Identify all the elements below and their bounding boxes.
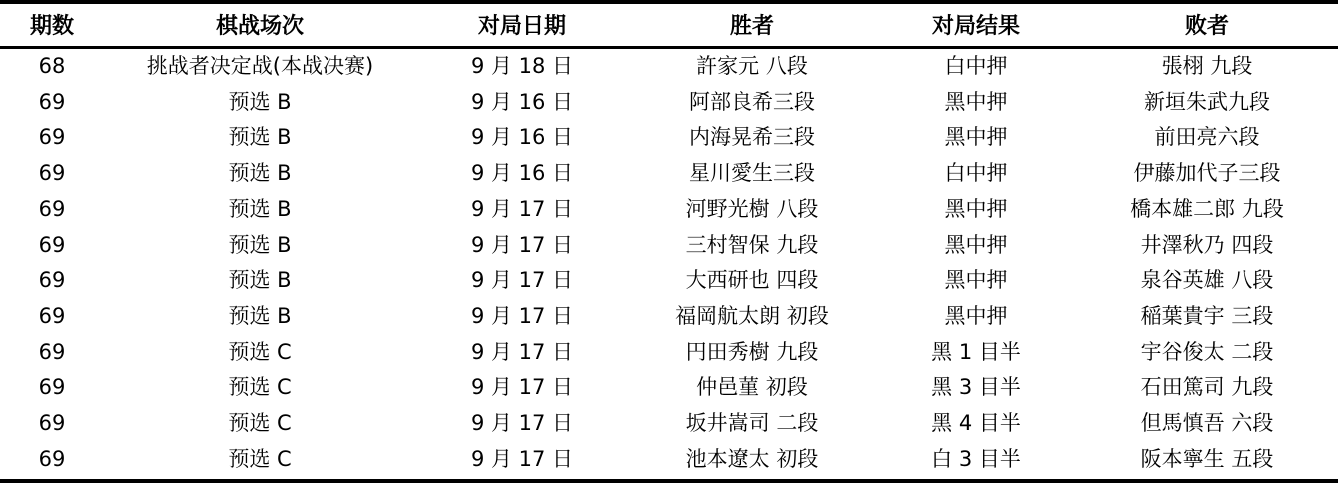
cell-loser: 新垣朱武九段 (1144, 89, 1270, 114)
cell-stage: 挑战者决定战(本战决赛) (146, 54, 374, 78)
cell-stage: 预选 B (228, 89, 292, 114)
cell-loser: 橋本雄二郎 九段 (1130, 196, 1284, 221)
cell-result: 黑中押 (944, 89, 1008, 114)
cell-winner: 坂井嵩司 二段 (685, 411, 819, 436)
cell-date: 9 月 17 日 (470, 375, 574, 400)
cell-winner: 円田秀樹 九段 (685, 339, 819, 364)
cell-date: 9 月 17 日 (470, 268, 574, 293)
cell-winner: 福岡航太朗 初段 (675, 304, 829, 329)
table-row (0, 228, 1338, 264)
table-row (0, 442, 1338, 481)
cell-period: 69 (38, 375, 66, 400)
table-row (0, 85, 1338, 121)
table-header-row (0, 2, 1338, 48)
column-header-date: 对局日期 (416, 2, 628, 48)
cell-period: 69 (38, 196, 66, 221)
table-row (0, 299, 1338, 335)
column-header-stage: 棋战场次 (104, 2, 416, 48)
cell-period: 68 (38, 54, 66, 78)
cell-result: 黑中押 (944, 268, 1008, 293)
table-row (0, 156, 1338, 192)
cell-date: 9 月 17 日 (470, 304, 574, 329)
cell-stage: 预选 B (228, 268, 292, 293)
cell-result: 黑中押 (944, 232, 1008, 257)
cell-loser: 石田篤司 九段 (1140, 375, 1274, 400)
cell-period: 69 (38, 339, 66, 364)
cell-result: 黑 1 目半 (931, 339, 1021, 364)
cell-stage: 预选 B (228, 232, 292, 257)
table-row (0, 263, 1338, 299)
column-header-result: 对局结果 (876, 2, 1076, 48)
cell-period: 69 (38, 161, 66, 186)
cell-winner: 池本遼太 初段 (628, 442, 876, 481)
cell-result: 黑中押 (944, 196, 1008, 221)
cell-loser: 伊藤加代子三段 (1133, 161, 1281, 186)
cell-winner: 許家元 八段 (696, 54, 808, 78)
cell-date: 9 月 17 日 (470, 339, 574, 364)
cell-result: 黑中押 (944, 125, 1008, 150)
cell-result: 白中押 (944, 54, 1008, 78)
cell-date: 9 月 17 日 (470, 411, 574, 436)
cell-result: 黑 4 目半 (931, 411, 1021, 436)
table-body (0, 48, 1338, 481)
cell-date: 9 月 16 日 (470, 161, 574, 186)
cell-loser: 宇谷俊太 二段 (1140, 339, 1274, 364)
cell-loser: 張栩 九段 (1161, 54, 1253, 78)
cell-loser: 泉谷英雄 八段 (1140, 268, 1274, 293)
cell-period: 69 (38, 411, 66, 436)
cell-stage: 预选 B (228, 304, 292, 329)
table-row (0, 406, 1338, 442)
cell-stage: 预选 C (228, 339, 292, 364)
cell-date: 9 月 16 日 (470, 125, 574, 150)
cell-result: 白 3 目半 (876, 442, 1076, 481)
cell-loser: 阪本寧生 五段 (1076, 442, 1338, 481)
cell-period: 69 (38, 232, 66, 257)
cell-stage: 预选 C (228, 411, 292, 436)
cell-winner: 星川愛生三段 (689, 161, 815, 186)
cell-stage: 预选 C (104, 442, 416, 481)
column-header-period: 期数 (0, 2, 104, 48)
table-row (0, 370, 1338, 406)
cell-winner: 河野光樹 八段 (685, 196, 819, 221)
cell-result: 黑 3 目半 (931, 375, 1021, 400)
cell-date: 9 月 16 日 (470, 89, 574, 114)
cell-date: 9 月 18 日 (470, 54, 574, 78)
cell-loser: 前田亮六段 (1154, 125, 1260, 150)
cell-date: 9 月 17 日 (416, 442, 628, 481)
cell-period: 69 (38, 268, 66, 293)
cell-loser: 井澤秋乃 四段 (1140, 232, 1274, 257)
cell-winner: 内海晃希三段 (689, 125, 815, 150)
table-row (0, 48, 1338, 85)
table-row (0, 335, 1338, 371)
cell-stage: 预选 C (228, 375, 292, 400)
cell-stage: 预选 B (228, 125, 292, 150)
table-header (0, 2, 1338, 48)
column-header-loser: 败者 (1076, 2, 1338, 48)
cell-winner: 大西研也 四段 (685, 268, 819, 293)
cell-result: 黑中押 (944, 304, 1008, 329)
cell-period: 69 (0, 442, 104, 481)
column-header-winner: 胜者 (628, 2, 876, 48)
cell-loser: 但馬慎吾 六段 (1140, 411, 1274, 436)
cell-loser: 稲葉貴宇 三段 (1140, 304, 1274, 329)
cell-stage: 预选 B (228, 161, 292, 186)
cell-winner: 阿部良希三段 (689, 89, 815, 114)
table-row (0, 192, 1338, 228)
cell-winner: 仲邑菫 初段 (696, 375, 808, 400)
cell-period: 69 (38, 89, 66, 114)
cell-winner: 三村智保 九段 (685, 232, 819, 257)
cell-stage: 预选 B (228, 196, 292, 221)
cell-period: 69 (38, 304, 66, 329)
cell-date: 9 月 17 日 (470, 232, 574, 257)
cell-period: 69 (38, 125, 66, 150)
table-row (0, 120, 1338, 156)
cell-date: 9 月 17 日 (470, 196, 574, 221)
cell-result: 白中押 (944, 161, 1008, 186)
